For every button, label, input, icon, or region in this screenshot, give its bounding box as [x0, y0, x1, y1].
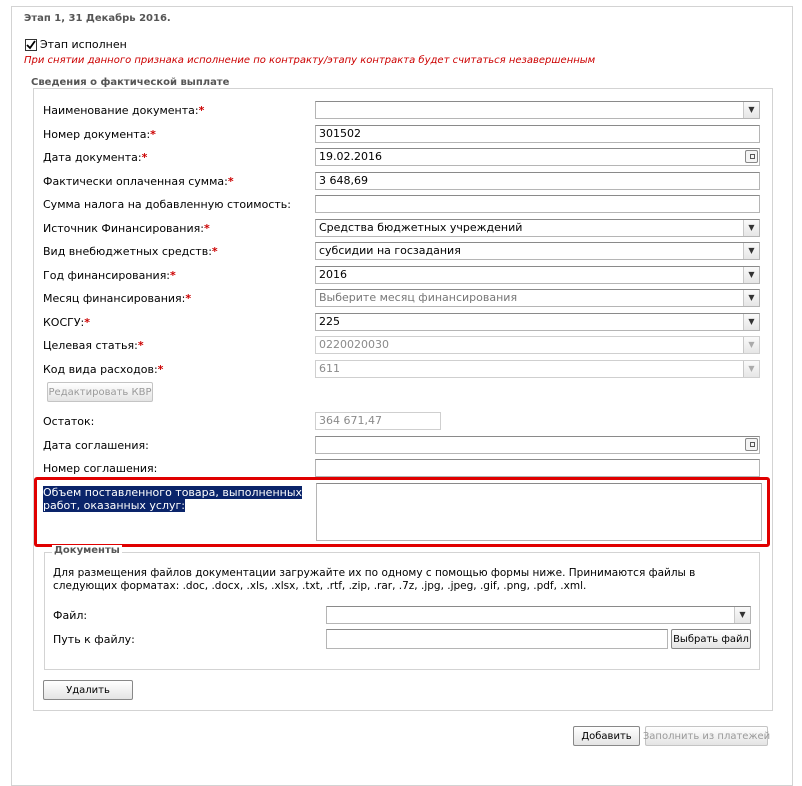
- field-select[interactable]: [315, 219, 760, 237]
- field-label: Вид внебюджетных средств:*: [43, 245, 218, 258]
- stage-completed-checkbox[interactable]: [25, 39, 37, 51]
- field-value: 301502: [319, 127, 361, 140]
- path-label: Путь к файлу:: [53, 633, 135, 646]
- field-input[interactable]: [315, 195, 760, 213]
- agreement-date-input[interactable]: [315, 436, 760, 454]
- edit-kvr-button[interactable]: Редактировать КВР: [47, 382, 153, 402]
- required-star: *: [150, 128, 156, 141]
- required-star: *: [170, 269, 176, 282]
- field-value: Выберите месяц финансирования: [319, 291, 518, 304]
- field-value: 225: [319, 315, 340, 328]
- agreement-date-label: Дата соглашения:: [43, 439, 149, 452]
- volume-label: Объем поставленного товара, выполненных работ, оказанных услуг:: [43, 486, 303, 512]
- chevron-down-icon[interactable]: ▼: [743, 243, 759, 259]
- chevron-down-icon: ▼: [743, 337, 759, 353]
- field-label: Номер документа:*: [43, 128, 156, 141]
- field-date-input[interactable]: [315, 148, 760, 166]
- fill-from-payments-button[interactable]: Заполнить из платежей: [645, 726, 768, 746]
- file-select[interactable]: [326, 606, 751, 624]
- field-select[interactable]: [315, 313, 760, 331]
- chevron-down-icon[interactable]: ▼: [743, 102, 759, 118]
- required-star: *: [211, 245, 218, 258]
- field-select: [315, 360, 760, 378]
- documents-info: Для размещения файлов документации загружайте их по одному с помощью формы ниже. Принимаются файлы в следующих форматах: .doc, .docx, .xls, .xlsx, .txt, .rtf, .zip, .rar, .7z, .jpg, .jpeg, .gif, .png, .pdf, .xml.: [53, 567, 696, 592]
- field-value: 0220020030: [319, 338, 389, 351]
- chevron-down-icon[interactable]: ▼: [743, 220, 759, 236]
- required-star: *: [157, 363, 164, 376]
- stage-warning: При снятии данного признака исполнение по контракту/этапу контракта будет считаться незавершенным: [24, 55, 596, 66]
- field-select[interactable]: [315, 242, 760, 260]
- required-star: *: [185, 292, 192, 305]
- highlight-frame: [34, 477, 770, 547]
- remainder-value: 364 671,47: [315, 412, 441, 430]
- chevron-down-icon: ▼: [743, 361, 759, 377]
- chevron-down-icon[interactable]: ▼: [743, 290, 759, 306]
- field-value: 611: [319, 362, 340, 375]
- chevron-down-icon[interactable]: ▼: [743, 267, 759, 283]
- delete-button[interactable]: Удалить: [43, 680, 133, 700]
- calendar-icon[interactable]: [745, 150, 758, 163]
- stage-legend: Этап 1, 31 Декабрь 2016.: [21, 13, 174, 24]
- choose-file-button[interactable]: Выбрать файл: [671, 629, 751, 649]
- field-value: 2016: [319, 268, 347, 281]
- agreement-number-input[interactable]: [315, 459, 760, 477]
- checkmark-icon: [26, 40, 36, 50]
- field-label: Код вида расходов:*: [43, 363, 164, 376]
- field-label: Источник Финансирования:*: [43, 222, 210, 235]
- field-value: Средства бюджетных учреждений: [319, 221, 523, 234]
- field-label: Месяц финансирования:*: [43, 292, 192, 305]
- required-star: *: [84, 316, 91, 329]
- field-value: 19.02.2016: [319, 150, 382, 163]
- file-label: Файл:: [53, 609, 88, 622]
- chevron-down-icon[interactable]: ▼: [743, 314, 759, 330]
- required-star: *: [137, 339, 144, 352]
- field-label: Фактически оплаченная сумма:*: [43, 175, 234, 188]
- required-star: *: [141, 151, 148, 164]
- field-input[interactable]: [315, 125, 760, 143]
- field-select: [315, 336, 760, 354]
- payment-legend: Сведения о фактической выплате: [31, 77, 230, 88]
- add-button[interactable]: Добавить: [573, 726, 640, 746]
- field-select[interactable]: [315, 289, 760, 307]
- required-star: *: [227, 175, 234, 188]
- field-label: Целевая статья:*: [43, 339, 144, 352]
- path-input[interactable]: [326, 629, 668, 649]
- field-label: Сумма налога на добавленную стоимость:: [43, 198, 291, 211]
- field-label: КОСГУ:*: [43, 316, 91, 329]
- documents-legend: Документы: [54, 545, 120, 556]
- required-star: *: [203, 222, 210, 235]
- field-label: Наименование документа:*: [43, 104, 205, 117]
- stage-completed-label: Этап исполнен: [40, 38, 127, 51]
- field-label: Год финансирования:*: [43, 269, 176, 282]
- field-select[interactable]: [315, 101, 760, 119]
- field-select[interactable]: [315, 266, 760, 284]
- required-star: *: [198, 104, 205, 117]
- remainder-label: Остаток:: [43, 415, 95, 428]
- field-input[interactable]: [315, 172, 760, 190]
- field-value: субсидии на госзадания: [319, 244, 461, 257]
- calendar-icon[interactable]: [745, 438, 758, 451]
- agreement-number-label: Номер соглашения:: [43, 462, 158, 475]
- field-value: 3 648,69: [319, 174, 368, 187]
- chevron-down-icon[interactable]: ▼: [734, 607, 750, 623]
- field-label: Дата документа:*: [43, 151, 148, 164]
